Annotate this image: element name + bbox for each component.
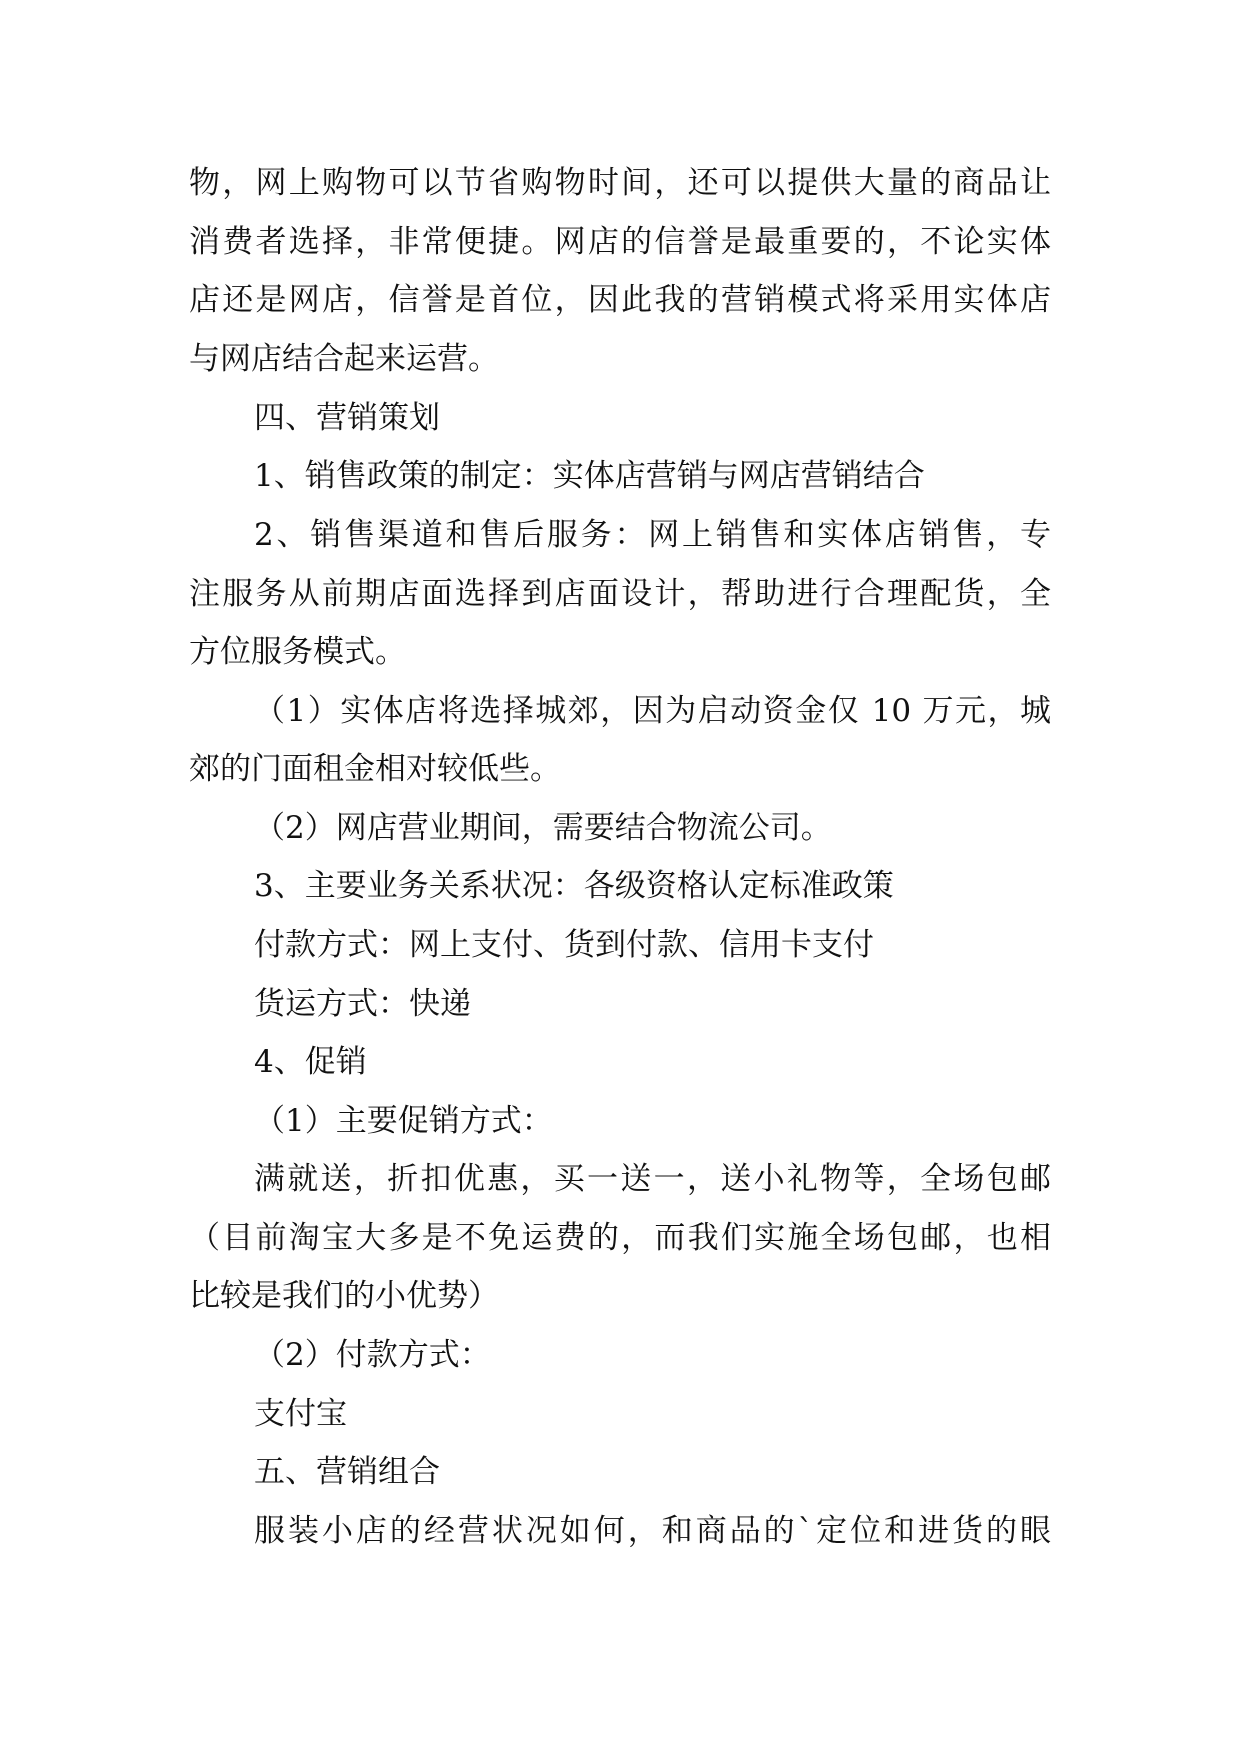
paragraph-line: 支付宝 — [254, 1396, 347, 1432]
paragraph-line: 消费者选择，非常便捷。网店的信誉是最重要的，不论实体 — [189, 224, 1051, 260]
paragraph-line: 服装小店的经营状况如何，和商品的`定位和进货的眼 — [254, 1513, 1051, 1549]
paragraph-line: 货运方式：快递 — [254, 986, 471, 1022]
paragraph-line: 物，网上购物可以节省购物时间，还可以提供大量的商品让 — [189, 165, 1051, 201]
paragraph-line: 方位服务模式。 — [189, 634, 406, 670]
paragraph-line: （目前淘宝大多是不免运费的，而我们实施全场包邮，也相 — [189, 1220, 1051, 1256]
section-heading: 五、营销组合 — [254, 1454, 440, 1490]
paragraph-line: 与网店结合起来运营。 — [189, 341, 499, 377]
paragraph-line: 1、销售政策的制定：实体店营销与网店营销结合 — [254, 458, 925, 494]
paragraph-line: （2）网店营业期间，需要结合物流公司。 — [254, 810, 832, 846]
section-heading: 四、营销策划 — [254, 400, 440, 436]
paragraph-line: 2、销售渠道和售后服务：网上销售和实体店销售，专 — [254, 517, 1051, 553]
paragraph-line: 郊的门面租金相对较低些。 — [189, 751, 561, 787]
paragraph-line: 付款方式：网上支付、货到付款、信用卡支付 — [254, 927, 874, 963]
paragraph-line: 3、主要业务关系状况：各级资格认定标准政策 — [254, 868, 894, 904]
paragraph-line: （2）付款方式： — [254, 1337, 491, 1373]
paragraph-line: 满就送，折扣优惠，买一送一，送小礼物等，全场包邮 — [254, 1161, 1051, 1197]
paragraph-line: 店还是网店，信誉是首位，因此我的营销模式将采用实体店 — [189, 282, 1051, 318]
paragraph-line: （1）主要促销方式： — [254, 1103, 553, 1139]
paragraph-line: （1）实体店将选择城郊，因为启动资金仅 10 万元，城 — [254, 693, 1051, 729]
paragraph-line: 注服务从前期店面选择到店面设计，帮助进行合理配货，全 — [189, 576, 1051, 612]
paragraph-line: 比较是我们的小优势） — [189, 1278, 499, 1314]
section-heading: 4、促销 — [254, 1044, 367, 1080]
